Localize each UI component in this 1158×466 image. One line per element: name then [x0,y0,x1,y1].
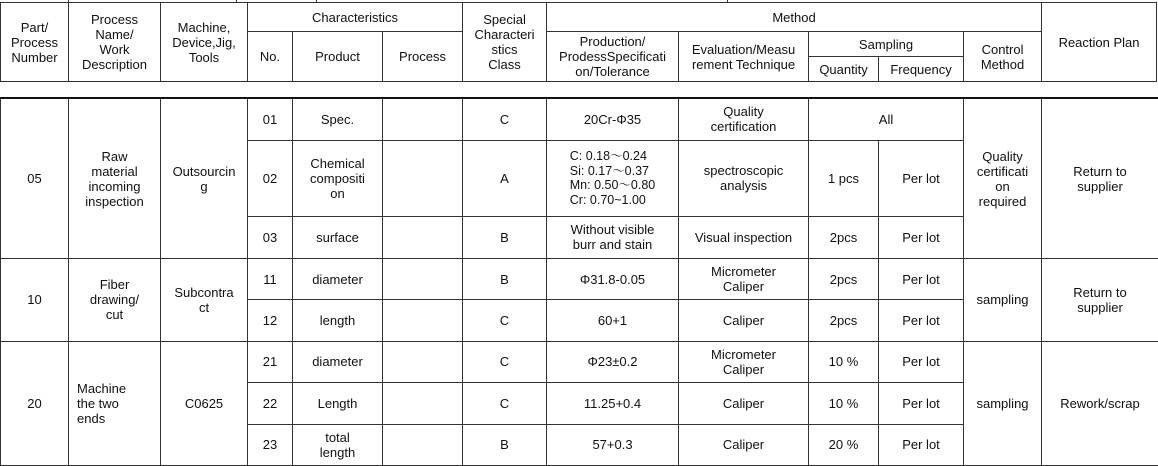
sampling-quantity: 20 % [809,424,879,465]
sampling-frequency: Per lot [879,341,964,382]
reaction-plan: Return to supplier [1042,98,1158,259]
spec-tolerance: 57+0.3 [547,424,679,465]
control-plan-body-table [0,97,1158,466]
char-no: 12 [248,300,293,341]
special-class: C [463,383,547,424]
reaction-plan: Return to supplier [1042,259,1158,342]
char-process [383,424,463,465]
special-class: B [463,424,547,465]
special-class: C [463,98,547,140]
control-method: Quality certificati on required [964,98,1042,259]
header-no: No. [248,32,293,82]
char-no: 01 [248,98,293,140]
sampling-frequency: Per lot [879,383,964,424]
char-no: 11 [248,259,293,300]
evaluation-technique: Micrometer Caliper [679,259,809,300]
process-name: Machine the two ends [69,341,161,465]
evaluation-technique: Caliper [679,383,809,424]
spec-tolerance-chemical [547,140,679,216]
char-product: length [293,300,383,341]
char-product: Chemical compositi on [293,140,383,216]
special-class: C [463,341,547,382]
header-characteristics: Characteristics [248,3,463,32]
char-no: 03 [248,216,293,258]
header-spec-tolerance: Production/ ProdessSpecificati on/Tolerance [547,32,679,82]
evaluation-technique: Micrometer Caliper [679,341,809,382]
header-method: Method [547,3,1042,32]
header-evaluation: Evaluation/Measu rement Technique [679,32,809,82]
char-product: Spec. [293,98,383,140]
sampling-quantity: 1 pcs [809,140,879,216]
sampling-quantity: 10 % [809,383,879,424]
machine-tool: Subcontra ct [161,259,248,342]
char-process [383,259,463,300]
chem-composition-list [570,149,655,207]
spec-tolerance: 60+1 [547,300,679,341]
sampling-frequency: Per lot [879,424,964,465]
sampling-quantity: 10 % [809,341,879,382]
process-number: 20 [1,341,69,465]
control-plan-header-table [0,2,1157,82]
char-product: diameter [293,259,383,300]
chem-line-si: Si: 0.17～0.37 [569,163,649,178]
sampling-frequency: Per lot [879,140,964,216]
char-process [383,216,463,258]
char-product: total length [293,424,383,465]
header-product: Product [293,32,383,82]
reaction-plan: Rework/scrap [1042,341,1158,465]
sampling-quantity: 2pcs [809,300,879,341]
machine-tool: Outsourcin g [161,98,248,259]
process-name: Raw material incoming inspection [69,98,161,259]
char-process [383,300,463,341]
sampling-quantity: 2pcs [809,216,879,258]
table-row [1,341,1158,382]
header-process-name: Process Name/ Work Description [69,3,161,82]
machine-tool: C0625 [161,341,248,465]
sampling-frequency: Per lot [879,300,964,341]
char-product: Length [293,383,383,424]
sampling-quantity: 2pcs [809,259,879,300]
chem-line-c: C: 0.18～0.24 [569,149,647,164]
header-special-class: Special Characteri stics Class [463,3,547,82]
process-name: Fiber drawing/ cut [69,259,161,342]
char-no: 23 [248,424,293,465]
process-number: 05 [1,98,69,259]
table-row [1,259,1158,300]
char-product: surface [293,216,383,258]
table-row [1,98,1158,140]
evaluation-technique: spectroscopic analysis [679,140,809,216]
header-sampling: Sampling [809,32,964,57]
header-reaction-plan: Reaction Plan [1042,3,1157,82]
spec-tolerance: Φ23±0.2 [547,341,679,382]
control-method: sampling [964,259,1042,342]
header-part-process-number: Part/ Process Number [1,3,69,82]
spec-tolerance: 20Cr-Φ35 [547,98,679,140]
special-class: A [463,140,547,216]
evaluation-technique: Visual inspection [679,216,809,258]
sampling-frequency: Per lot [879,216,964,258]
char-no: 21 [248,341,293,382]
header-control-method: Control Method [964,32,1042,82]
chem-line-mn: Mn: 0.50～0.80 [569,178,656,193]
special-class: B [463,259,547,300]
char-process [383,383,463,424]
char-process [383,140,463,216]
evaluation-technique: Quality certification [679,98,809,140]
sampling-frequency: Per lot [879,259,964,300]
header-machine: Machine, Device,Jig, Tools [161,3,248,82]
special-class: B [463,216,547,258]
special-class: C [463,300,547,341]
header-process: Process [383,32,463,82]
char-product: diameter [293,341,383,382]
char-no: 02 [248,140,293,216]
spec-tolerance: 11.25+0.4 [547,383,679,424]
header-frequency: Frequency [879,57,964,82]
spec-tolerance: Φ31.8-0.05 [547,259,679,300]
chem-line-cr: Cr: 0.70~1.00 [569,192,646,207]
header-quantity: Quantity [809,57,879,82]
control-method: sampling [964,341,1042,465]
spec-tolerance: Without visible burr and stain [547,216,679,258]
char-process [383,341,463,382]
process-number: 10 [1,259,69,342]
char-process [383,98,463,140]
evaluation-technique: Caliper [679,300,809,341]
evaluation-technique: Caliper [679,424,809,465]
char-no: 22 [248,383,293,424]
sampling-all: All [809,98,964,140]
